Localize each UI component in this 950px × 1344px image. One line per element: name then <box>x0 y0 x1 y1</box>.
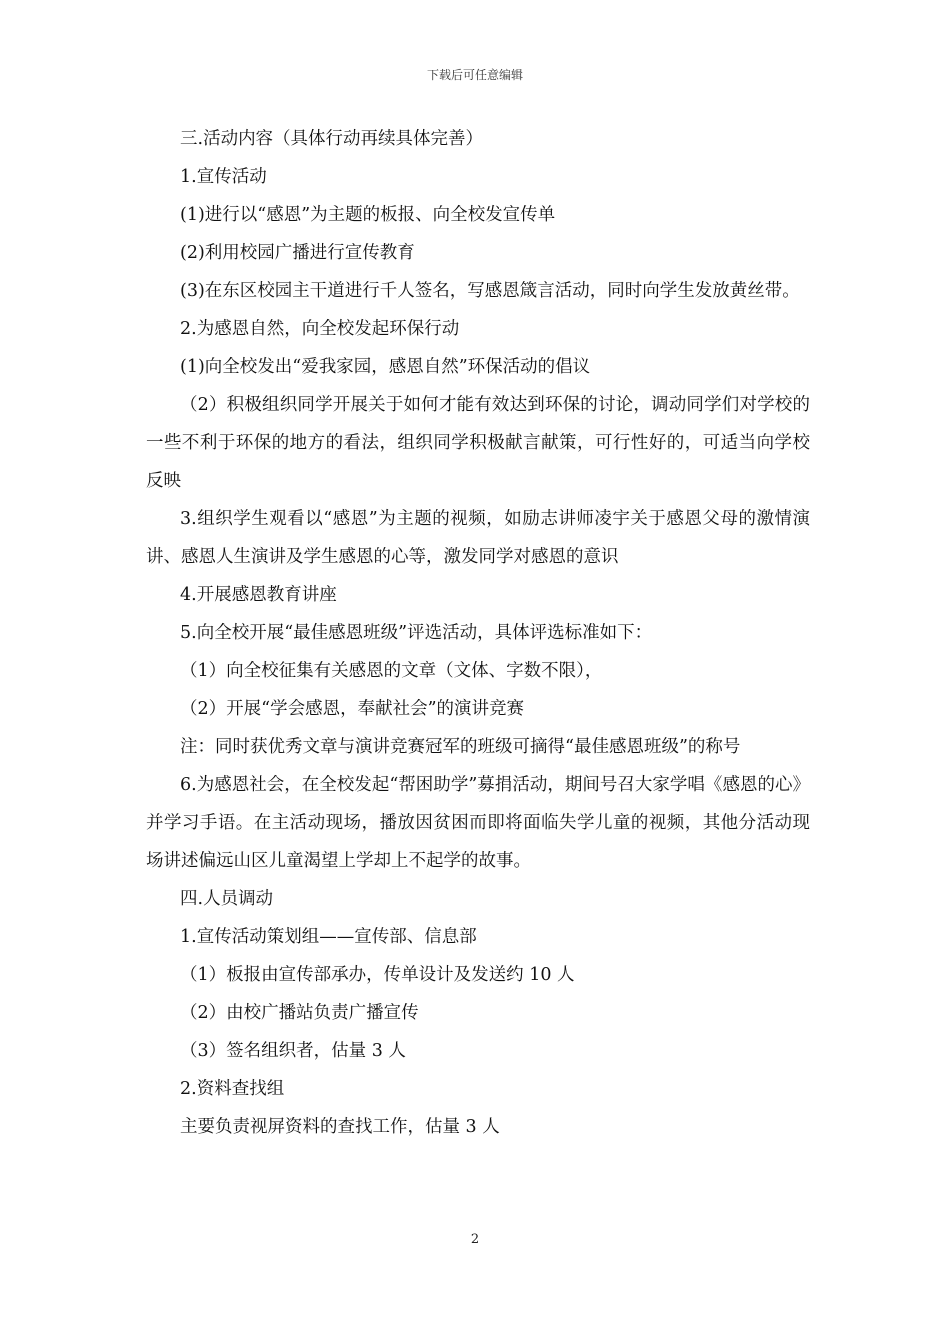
sub-item: （2）积极组织同学开展关于如何才能有效达到环保的讨论，调动同学们对学校的一些不利于环保的地方的看法，组织同学积极献言献策，可行性好的，可适当向学校反映 <box>146 395 810 491</box>
note-paragraph: 注：同时获优秀文章与演讲竞赛冠军的班级可摘得“最佳感恩班级”的称号 <box>180 737 741 757</box>
section-heading-staffing: 四.人员调动 <box>180 889 274 909</box>
sub-item: （2）开展“学会感恩，奉献社会”的演讲竞赛 <box>180 699 525 719</box>
item-video: 3.组织学生观看以“感恩”为主题的视频，如励志讲师凌宇关于感恩父母的激情演讲、感恩人生演讲及学生感恩的心等，激发同学对感恩的意识 <box>146 509 810 567</box>
item-donation: 6.为感恩社会，在全校发起“帮困助学”募捐活动，期间号召大家学唱《感恩的心》并学习手语。在主活动现场，播放因贫困而即将面临失学儿童的视频，其他分活动现场讲述偏远山区儿童渴望上学却上不起学的故事。 <box>146 775 810 871</box>
item-best-class: 5.向全校开展“最佳感恩班级”评选活动，具体评选标准如下： <box>180 623 653 643</box>
sub-item: （1）向全校征集有关感恩的文章（文体、字数不限）， <box>180 661 603 681</box>
item-publicity: 1.宣传活动 <box>180 167 267 187</box>
item-lecture: 4.开展感恩教育讲座 <box>180 585 337 605</box>
section-heading-activities: 三.活动内容（具体行动再续具体完善） <box>180 129 484 149</box>
sub-item: (1)向全校发出“爱我家园，感恩自然”环保活动的倡议 <box>180 357 591 377</box>
sub-item: （3）签名组织者，估量 3 人 <box>180 1041 406 1061</box>
body-text: 主要负责视屏资料的查找工作，估量 3 人 <box>180 1117 500 1137</box>
header-note: 下载后可任意编辑 <box>426 68 523 82</box>
sub-item: (1)进行以“感恩”为主题的板报、向全校发宣传单 <box>180 205 556 225</box>
item-environment: 2.为感恩自然，向全校发起环保行动 <box>180 319 460 339</box>
page-number: 2 <box>470 1232 480 1247</box>
sub-item: (3)在东区校园主干道进行千人签名，写感恩箴言活动，同时向学生发放黄丝带。 <box>180 281 800 301</box>
item-research-group: 2.资料查找组 <box>180 1079 285 1099</box>
sub-item: (2)利用校园广播进行宣传教育 <box>180 243 415 263</box>
sub-item: （2）由校广播站负责广播宣传 <box>180 1003 419 1023</box>
document-body <box>146 120 810 1146</box>
sub-item: （1）板报由宣传部承办，传单设计及发送约 10 人 <box>180 965 575 985</box>
item-planning-group: 1.宣传活动策划组——宣传部、信息部 <box>180 927 477 947</box>
